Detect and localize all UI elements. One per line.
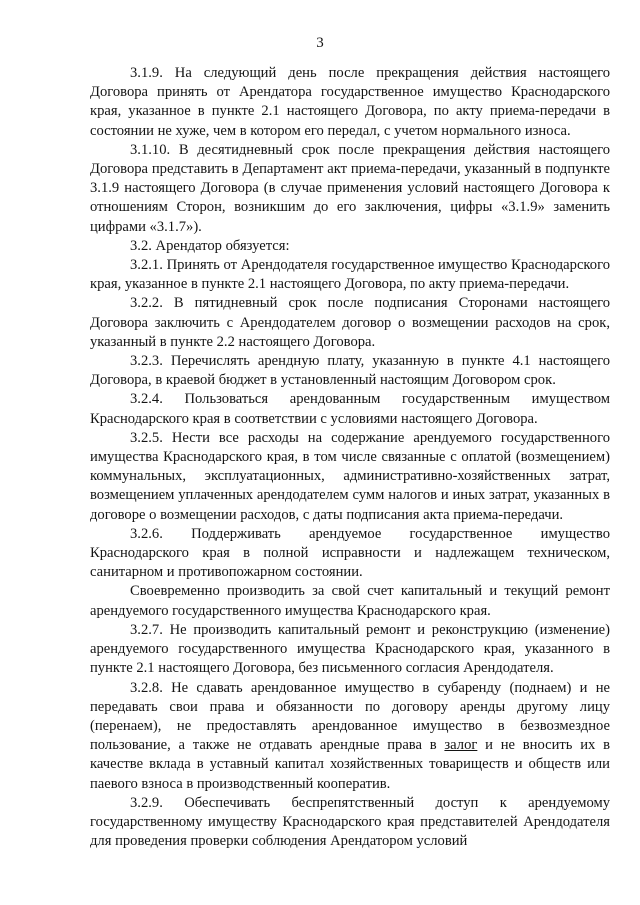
paragraph-3-2-9: 3.2.9. Обеспечивать беспрепятственный доступ к арендуемому государственному имуществу Краснодарского края представителей Арендодателя для проведения проверки соблюдения Арендатором условий	[90, 794, 610, 850]
page-number: 3	[316, 35, 324, 51]
paragraph-3-2-3: 3.2.3. Перечислять арендную плату, указанную в пункте 4.1 настоящего Договора, в краевой бюджет в установленный настоящим Договором срок.	[90, 353, 610, 389]
paragraph-3-2-8-text-end: и не вносить их в качестве вклада в уставный капитал хозяйственных товариществ и обществ или паевого взноса в производственный кооператив.	[90, 737, 610, 792]
document-body	[90, 64, 610, 851]
paragraph-3-2-2: 3.2.2. В пятидневный срок после подписания Сторонами настоящего Договора заключить с Арендодателем договор о возмещении расходов на срок, указанный в пункте 2.2 настоящего Договора.	[90, 295, 610, 350]
paragraph-3-2-4: 3.2.4. Пользоваться арендованным государственным имуществом Краснодарского края в соответствии с условиями настоящего Договора.	[90, 391, 610, 427]
paragraph-repair: Своевременно производить за свой счет капитальный и текущий ремонт арендуемого государственного имущества Краснодарского края.	[90, 583, 610, 619]
pledge-link[interactable]: залог	[444, 737, 478, 754]
paragraph-3-2-1: 3.2.1. Принять от Арендодателя государственное имущество Краснодарского края, указанное в пункте 2.1 настоящего Договора, по акту приема-передачи.	[90, 257, 610, 293]
paragraph-3-2-5: 3.2.5. Нести все расходы на содержание арендуемого государственного имущества Краснодарского края, в том числе связанные с оплатой (возмещением) коммунальных, эксплуатационных, административно-хозяйственных затрат, возмещением уплаченных арендодателем сумм налогов и иных затрат, указанных в договоре о возмещении расходов, с даты подписания акта приема-передачи.	[90, 429, 610, 523]
paragraph-3-1-10: 3.1.10. В десятидневный срок после прекращения действия настоящего Договора представить в Департамент акт приема-передачи, указанный в подпункте 3.1.9 настоящего Договора (в случае применения условий настоящего Договора к отношениям Сторон, возникшим до его заключения, цифры «3.1.9» заменить цифрами «3.1.7»).	[90, 141, 610, 235]
paragraph-3-1-9: 3.1.9. На следующий день после прекращения действия настоящего Договора принять от Арендатора государственное имущество Краснодарского края, указанное в пункте 2.1 настоящего Договора, по акту приема-передачи в состоянии не хуже, чем в котором его передал, с учетом нормального износа.	[90, 65, 610, 139]
paragraph-3-2-6: 3.2.6. Поддерживать арендуемое государственное имущество Краснодарского края в полной исправности и надлежащем техническом, санитарном и противопожарном состоянии.	[90, 525, 610, 581]
paragraph-3-2-7: 3.2.7. Не производить капитальный ремонт и реконструкцию (изменение) арендуемого государственного имущества Краснодарского края, указанного в пункте 2.1 настоящего Договора, без письменного согласия Арендодателя.	[90, 621, 610, 677]
paragraph-3-2: 3.2. Арендатор обязуется:	[130, 237, 290, 254]
paragraph-3-2-8	[90, 679, 610, 794]
paragraph-3-2-8-text-start: 3.2.8. Не сдавать арендованное имущество в субаренду (поднаем) и не передавать свои права и обязанности по договору аренды другому лицу (перенаем), не предоставлять арендованное имущество в безвозмездное пользование, а также не отдавать арендные права в	[90, 679, 610, 754]
